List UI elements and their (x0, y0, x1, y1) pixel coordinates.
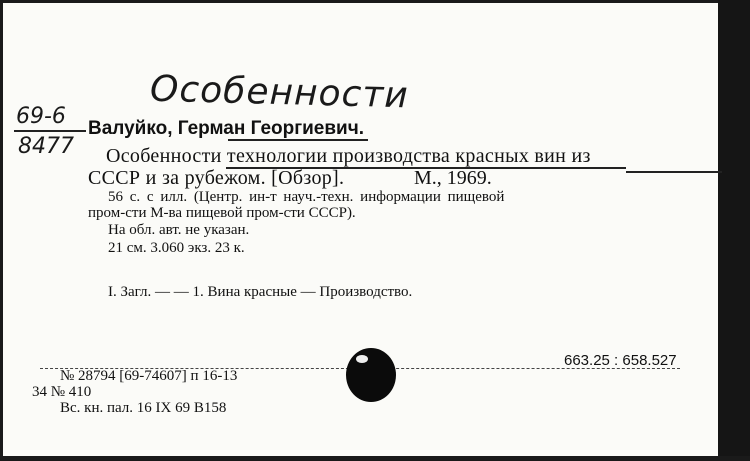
acquisition-line: Вс. кн. пал. 16 IX 69 В158 (60, 400, 227, 416)
call-number-divider (14, 130, 86, 132)
card-edge-bottom (0, 456, 750, 461)
author-note: На обл. авт. не указан. (108, 222, 250, 238)
item-number: 34 № 410 (32, 384, 92, 400)
title-underline-tail (626, 171, 722, 173)
author-heading: Валуйко, Герман Георгиевич. (88, 118, 365, 139)
punch-hole (346, 348, 396, 402)
extent-line-2: пром-сти М-ва пищевой пром-сти СССР). (88, 205, 356, 221)
card-edge-right (718, 0, 750, 461)
author-underline (228, 139, 368, 141)
title-line-2: СССР и за рубежом. [Обзор]. (88, 167, 345, 189)
control-number: № 28794 [69-74607] п 16-13 (60, 368, 238, 384)
handwritten-subject-title: Особенности (149, 68, 410, 117)
punch-hole-highlight (356, 355, 368, 363)
call-number-top: 69-6 (16, 104, 66, 129)
card-edge-top (0, 0, 750, 3)
classification-number: 663.25 : 658.527 (564, 352, 677, 369)
publication-place-year: М., 1969. (414, 167, 492, 189)
size-print-run-price: 21 см. 3.060 экз. 23 к. (108, 240, 245, 256)
title-line-1: Особенности технологии производства красных вин из (106, 145, 591, 167)
call-number-bottom: 8477 (18, 134, 74, 159)
subject-tracings: I. Загл. — — 1. Вина красные — Производство. (108, 284, 413, 300)
card-edge-left (0, 0, 3, 461)
extent-line-1: 56 с. с илл. (Центр. ин-т науч.-техн. информации пищевой (108, 189, 505, 205)
